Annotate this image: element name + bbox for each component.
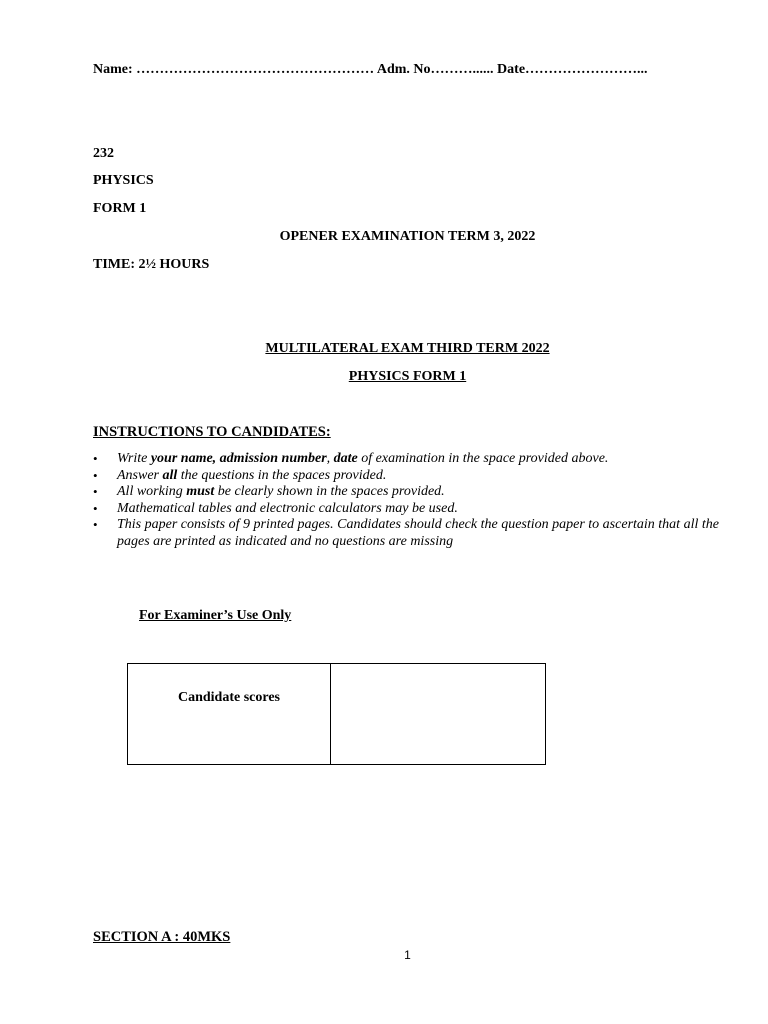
instruction-text: all: [162, 467, 178, 483]
instruction-text: your name, admission number: [150, 451, 327, 466]
bullet-icon: •: [93, 500, 98, 516]
exam-duration: TIME: 2½ HOURS: [93, 257, 210, 272]
instruction-text: ,: [326, 451, 334, 466]
instruction-text: Write: [117, 451, 151, 466]
score-label-cell: [128, 664, 331, 765]
bullet-icon: •: [93, 517, 98, 532]
score-value-cell: [331, 664, 546, 765]
instruction-text: This paper consists of 9 printed pages. Candidates should check the question paper to ascertain that all the pages are printed as indicated and no questions are missing: [117, 517, 719, 549]
paper-title: PHYSICS FORM 1: [348, 369, 467, 384]
instruction-text: be clearly shown in the spaces provided.: [214, 484, 445, 499]
score-table: [127, 663, 546, 765]
instruction-text: Answer: [117, 467, 163, 483]
instruction-text: All working: [117, 484, 187, 499]
instructions-list: [93, 451, 723, 550]
paper-code: 232: [93, 146, 114, 161]
instructions-heading: INSTRUCTIONS TO CANDIDATES:: [93, 424, 331, 440]
score-label: Candidate scores: [177, 690, 281, 705]
section-heading: SECTION A : 40MKS: [93, 929, 231, 945]
instruction-text: date: [333, 451, 358, 466]
instruction-text: must: [186, 484, 215, 499]
bullet-icon: •: [93, 451, 98, 466]
subject-name: PHYSICS: [93, 173, 154, 188]
instruction-item: [93, 484, 723, 501]
page-number: 1: [404, 948, 411, 962]
instruction-text: the questions in the spaces provided.: [177, 467, 387, 483]
bullet-icon: •: [93, 467, 98, 483]
instruction-text: Mathematical tables and electronic calculators may be used.: [117, 500, 458, 516]
instruction-item: [93, 451, 723, 468]
form-level: FORM 1: [93, 201, 147, 216]
instruction-item: [93, 468, 723, 485]
instruction-text: of examination in the space provided above.: [357, 451, 609, 466]
instruction-item: [93, 501, 723, 518]
bullet-icon: •: [93, 484, 98, 499]
candidate-details-line: Name: …………………………………………… Adm. No………...... Date……………………...: [93, 62, 648, 77]
instruction-item: [93, 517, 723, 550]
exam-title: OPENER EXAMINATION TERM 3, 2022: [279, 229, 536, 244]
series-title: MULTILATERAL EXAM THIRD TERM 2022: [265, 341, 550, 356]
examiner-use-heading: For Examiner’s Use Only: [139, 608, 292, 623]
